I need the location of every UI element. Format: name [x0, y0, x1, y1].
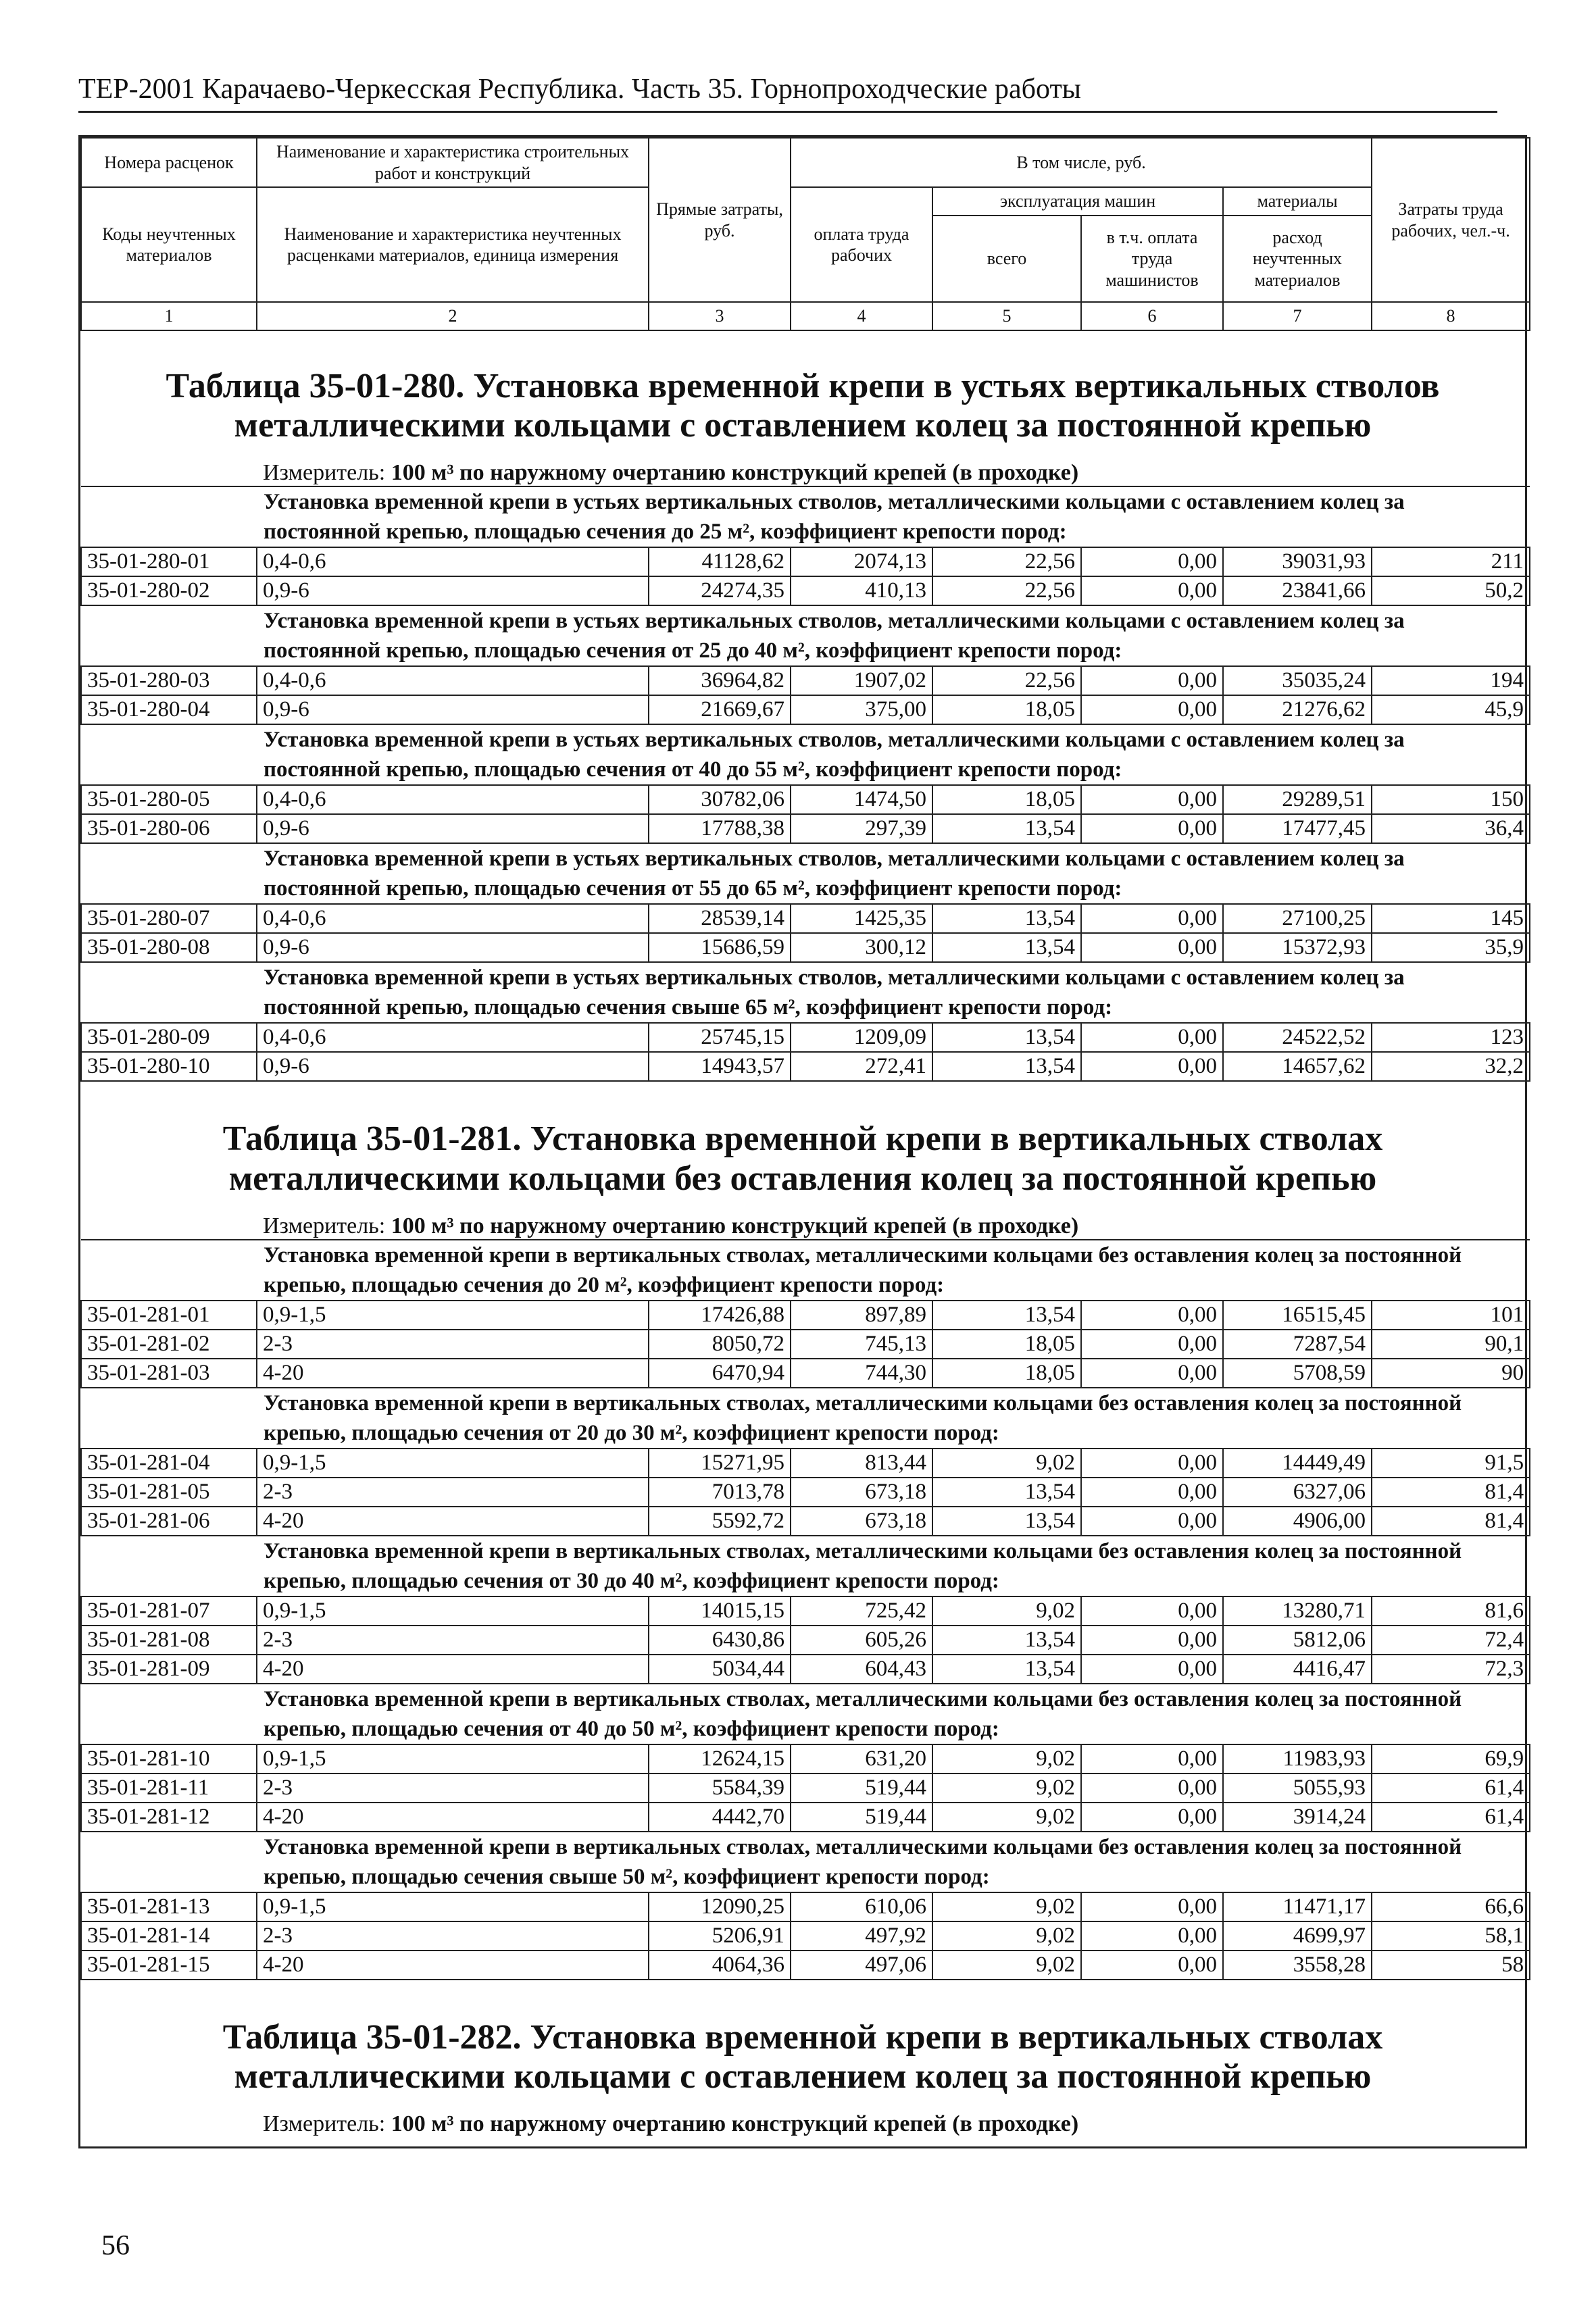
- cell-value: 14657,62: [1223, 1052, 1372, 1081]
- cell-value: 12090,25: [649, 1892, 791, 1921]
- table-row: [81, 576, 1530, 605]
- rate-code: 35-01-281-09: [81, 1655, 257, 1684]
- cell-value: 0,00: [1081, 1892, 1223, 1921]
- cell-value: 21276,62: [1223, 695, 1372, 724]
- cell-value: 18,05: [932, 1359, 1081, 1388]
- rate-code: 35-01-280-02: [81, 576, 257, 605]
- cell-value: 13,54: [932, 1626, 1081, 1655]
- cell-value: 6430,86: [649, 1626, 791, 1655]
- rock-hardness: 0,9-1,5: [257, 1744, 649, 1774]
- cell-value: 5034,44: [649, 1655, 791, 1684]
- cell-value: 9,02: [932, 1921, 1081, 1951]
- group-description: Установка временной крепи в устьях вертикальных стволов, металлическими кольцами с оставлением колец за постоянной крепью, площадью сечения от 25 до 40 м², коэффициент крепости пород:: [81, 605, 1530, 666]
- rock-hardness: 2-3: [257, 1774, 649, 1803]
- cell-value: 2074,13: [791, 547, 932, 576]
- rate-code: 35-01-280-06: [81, 814, 257, 843]
- table-section: [80, 2018, 1525, 2137]
- header-total: всего: [932, 216, 1081, 302]
- col-number: 5: [932, 302, 1081, 330]
- measure-label: Измеритель:: [263, 1213, 386, 1238]
- cell-value: 272,41: [791, 1052, 932, 1081]
- cell-value: 91,5: [1372, 1449, 1530, 1478]
- group-description: Установка временной крепи в вертикальных стволах, металлическими кольцами без оставления колец за постоянной крепью, площадью сечения до 20 м², коэффициент крепости пород:: [81, 1240, 1530, 1301]
- cell-value: 0,00: [1081, 1655, 1223, 1684]
- rate-code: 35-01-281-11: [81, 1774, 257, 1803]
- col-number: 4: [791, 302, 932, 330]
- cell-value: 6470,94: [649, 1359, 791, 1388]
- cell-value: 9,02: [932, 1951, 1081, 1980]
- cell-value: 5708,59: [1223, 1359, 1372, 1388]
- table-section: [80, 367, 1525, 1082]
- cell-value: 744,30: [791, 1359, 932, 1388]
- price-table-frame: [78, 135, 1527, 2148]
- cell-value: 497,92: [791, 1921, 932, 1951]
- cell-value: 17477,45: [1223, 814, 1372, 843]
- cell-value: 13,54: [932, 1052, 1081, 1081]
- group-description: Установка временной крепи в вертикальных стволах, металлическими кольцами без оставления колец за постоянной крепью, площадью сечения от 20 до 30 м², коэффициент крепости пород:: [81, 1388, 1530, 1449]
- cell-value: 6327,06: [1223, 1478, 1372, 1507]
- cell-value: 4699,97: [1223, 1921, 1372, 1951]
- col-number: 3: [649, 302, 791, 330]
- cell-value: 150: [1372, 785, 1530, 814]
- group-description: Установка временной крепи в устьях вертикальных стволов, металлическими кольцами с оставлением колец за постоянной крепью, площадью сечения от 40 до 55 м², коэффициент крепости пород:: [81, 724, 1530, 785]
- rate-code: 35-01-281-07: [81, 1596, 257, 1626]
- header-col2-top: Наименование и характеристика строительных работ и конструкций: [257, 138, 649, 187]
- cell-value: 605,26: [791, 1626, 932, 1655]
- cell-value: 13,54: [932, 814, 1081, 843]
- cell-value: 9,02: [932, 1596, 1081, 1626]
- cell-value: 50,2: [1372, 576, 1530, 605]
- rock-hardness: 0,4-0,6: [257, 547, 649, 576]
- group-row: [81, 962, 1530, 1023]
- cell-value: 90: [1372, 1359, 1530, 1388]
- rock-hardness: 0,4-0,6: [257, 904, 649, 933]
- table-row: [81, 1744, 1530, 1774]
- cell-value: 497,06: [791, 1951, 932, 1980]
- rock-hardness: 4-20: [257, 1359, 649, 1388]
- cell-value: 24522,52: [1223, 1023, 1372, 1052]
- cell-value: 58: [1372, 1951, 1530, 1980]
- cell-value: 15271,95: [649, 1449, 791, 1478]
- col-number: 2: [257, 302, 649, 330]
- table-row: [81, 1774, 1530, 1803]
- table-row: [81, 785, 1530, 814]
- cell-value: 8050,72: [649, 1330, 791, 1359]
- rock-hardness: 4-20: [257, 1507, 649, 1536]
- col-number: 7: [1223, 302, 1372, 330]
- cell-value: 90,1: [1372, 1330, 1530, 1359]
- cell-value: 35,9: [1372, 933, 1530, 962]
- table-row: [81, 1478, 1530, 1507]
- cell-value: 29289,51: [1223, 785, 1372, 814]
- cell-value: 5055,93: [1223, 1774, 1372, 1803]
- cell-value: 0,00: [1081, 1774, 1223, 1803]
- cell-value: 36964,82: [649, 666, 791, 695]
- group-description: Установка временной крепи в вертикальных стволах, металлическими кольцами без оставления колец за постоянной крепью, площадью сечения от 30 до 40 м², коэффициент крепости пород:: [81, 1536, 1530, 1596]
- rock-hardness: 2-3: [257, 1921, 649, 1951]
- table-measure: [80, 1213, 1525, 1239]
- group-row: [81, 486, 1530, 547]
- table-title: Таблица 35-01-281. Установка временной крепи в вертикальных стволах металлическими кольцами без оставления колец за постоянной крепью: [222, 1120, 1383, 1198]
- rate-code: 35-01-281-06: [81, 1507, 257, 1536]
- running-head: ТЕР-2001 Карачаево-Черкесская Республика. Часть 35. Горнопроходческие работы: [78, 73, 1497, 113]
- cell-value: 18,05: [932, 785, 1081, 814]
- cell-value: 17426,88: [649, 1301, 791, 1330]
- rock-hardness: 0,4-0,6: [257, 1023, 649, 1052]
- cell-value: 7013,78: [649, 1478, 791, 1507]
- cell-value: 4064,36: [649, 1951, 791, 1980]
- rock-hardness: 2-3: [257, 1330, 649, 1359]
- cell-value: 519,44: [791, 1803, 932, 1832]
- cell-value: 4416,47: [1223, 1655, 1372, 1684]
- cell-value: 30782,06: [649, 785, 791, 814]
- col-number: 8: [1372, 302, 1530, 330]
- table-row: [81, 666, 1530, 695]
- rock-hardness: 4-20: [257, 1655, 649, 1684]
- rate-code: 35-01-280-10: [81, 1052, 257, 1081]
- cell-value: 0,00: [1081, 933, 1223, 962]
- cell-value: 1474,50: [791, 785, 932, 814]
- table-title: Таблица 35-01-280. Установка временной крепи в устьях вертикальных стволов металлическими кольцами с оставлением колец за постоянной крепью: [166, 367, 1440, 445]
- cell-value: 13,54: [932, 1507, 1081, 1536]
- cell-value: 0,00: [1081, 1626, 1223, 1655]
- cell-value: 0,00: [1081, 1330, 1223, 1359]
- cell-value: 0,00: [1081, 576, 1223, 605]
- group-description: Установка временной крепи в устьях вертикальных стволов, металлическими кольцами с оставлением колец за постоянной крепью, площадью сечения свыше 65 м², коэффициент крепости пород:: [81, 962, 1530, 1023]
- table-row: [81, 1023, 1530, 1052]
- cell-value: 14015,15: [649, 1596, 791, 1626]
- table-row: [81, 1052, 1530, 1081]
- cell-value: 211: [1372, 547, 1530, 576]
- rate-code: 35-01-280-07: [81, 904, 257, 933]
- cell-value: 14449,49: [1223, 1449, 1372, 1478]
- cell-value: 13,54: [932, 904, 1081, 933]
- table-sections: [80, 340, 1525, 2137]
- cell-value: 7287,54: [1223, 1330, 1372, 1359]
- rate-code: 35-01-280-08: [81, 933, 257, 962]
- measure-label: Измеритель:: [263, 460, 386, 486]
- cell-value: 0,00: [1081, 547, 1223, 576]
- cell-value: 673,18: [791, 1478, 932, 1507]
- rock-hardness: 0,9-6: [257, 1052, 649, 1081]
- cell-value: 13,54: [932, 1023, 1081, 1052]
- cell-value: 18,05: [932, 695, 1081, 724]
- header-mat-unaccounted: расход неучтенных материалов: [1223, 216, 1372, 302]
- rate-code: 35-01-280-04: [81, 695, 257, 724]
- cell-value: 3558,28: [1223, 1951, 1372, 1980]
- table-row: [81, 1655, 1530, 1684]
- cell-value: 0,00: [1081, 1507, 1223, 1536]
- cell-value: 61,4: [1372, 1803, 1530, 1832]
- cell-value: 813,44: [791, 1449, 932, 1478]
- cell-value: 375,00: [791, 695, 932, 724]
- group-row: [81, 605, 1530, 666]
- cell-value: 0,00: [1081, 1052, 1223, 1081]
- cell-value: 297,39: [791, 814, 932, 843]
- cell-value: 81,6: [1372, 1596, 1530, 1626]
- cell-value: 101: [1372, 1301, 1530, 1330]
- header-direct-costs: Прямые затраты, руб.: [649, 138, 791, 302]
- cell-value: 1425,35: [791, 904, 932, 933]
- cell-value: 300,12: [791, 933, 932, 962]
- cell-value: 0,00: [1081, 1478, 1223, 1507]
- rock-hardness: 0,9-6: [257, 814, 649, 843]
- group-row: [81, 1240, 1530, 1301]
- cell-value: 11983,93: [1223, 1744, 1372, 1774]
- rate-code: 35-01-280-03: [81, 666, 257, 695]
- rock-hardness: 0,9-6: [257, 933, 649, 962]
- cell-value: 72,4: [1372, 1626, 1530, 1655]
- rates-table: [80, 486, 1530, 1082]
- cell-value: 631,20: [791, 1744, 932, 1774]
- rate-code: 35-01-281-02: [81, 1330, 257, 1359]
- cell-value: 145: [1372, 904, 1530, 933]
- cell-value: 13,54: [932, 1655, 1081, 1684]
- cell-value: 725,42: [791, 1596, 932, 1626]
- cell-value: 9,02: [932, 1892, 1081, 1921]
- rate-code: 35-01-281-12: [81, 1803, 257, 1832]
- cell-value: 610,06: [791, 1892, 932, 1921]
- rate-code: 35-01-281-13: [81, 1892, 257, 1921]
- group-row: [81, 1388, 1530, 1449]
- cell-value: 0,00: [1081, 695, 1223, 724]
- cell-value: 9,02: [932, 1449, 1081, 1478]
- group-description: Установка временной крепи в вертикальных стволах, металлическими кольцами без оставления колец за постоянной крепью, площадью сечения свыше 50 м², коэффициент крепости пород:: [81, 1832, 1530, 1892]
- header-col1-bottom: Коды неучтенных материалов: [81, 187, 257, 302]
- cell-value: 9,02: [932, 1744, 1081, 1774]
- group-description: Установка временной крепи в устьях вертикальных стволов, металлическими кольцами с оставлением колец за постоянной крепью, площадью сечения до 25 м², коэффициент крепости пород:: [81, 486, 1530, 547]
- table-row: [81, 1449, 1530, 1478]
- cell-value: 123: [1372, 1023, 1530, 1052]
- header-labor-cost: Затраты труда рабочих, чел.-ч.: [1372, 138, 1530, 302]
- cell-value: 45,9: [1372, 695, 1530, 724]
- cell-value: 13,54: [932, 933, 1081, 962]
- cell-value: 673,18: [791, 1507, 932, 1536]
- table-row: [81, 904, 1530, 933]
- table-row: [81, 1359, 1530, 1388]
- cell-value: 0,00: [1081, 1951, 1223, 1980]
- cell-value: 36,4: [1372, 814, 1530, 843]
- cell-value: 32,2: [1372, 1052, 1530, 1081]
- cell-value: 14943,57: [649, 1052, 791, 1081]
- table-title: Таблица 35-01-282. Установка временной крепи в вертикальных стволах металлическими кольцами с оставлением колец за постоянной крепью: [222, 2017, 1383, 2096]
- cell-value: 9,02: [932, 1803, 1081, 1832]
- cell-value: 0,00: [1081, 1596, 1223, 1626]
- cell-value: 41128,62: [649, 547, 791, 576]
- rate-code: 35-01-281-03: [81, 1359, 257, 1388]
- page-number: 56: [101, 2230, 130, 2261]
- group-row: [81, 843, 1530, 904]
- cell-value: 81,4: [1372, 1478, 1530, 1507]
- rock-hardness: 0,9-1,5: [257, 1449, 649, 1478]
- rate-code: 35-01-281-15: [81, 1951, 257, 1980]
- rock-hardness: 2-3: [257, 1478, 649, 1507]
- cell-value: 0,00: [1081, 904, 1223, 933]
- cell-value: 9,02: [932, 1774, 1081, 1803]
- cell-value: 13,54: [932, 1301, 1081, 1330]
- cell-value: 21669,67: [649, 695, 791, 724]
- rock-hardness: 0,9-6: [257, 695, 649, 724]
- cell-value: 1907,02: [791, 666, 932, 695]
- rates-table: [80, 1239, 1530, 1980]
- rock-hardness: 0,4-0,6: [257, 666, 649, 695]
- cell-value: 22,56: [932, 547, 1081, 576]
- cell-value: 18,05: [932, 1330, 1081, 1359]
- rock-hardness: 0,9-1,5: [257, 1301, 649, 1330]
- measure-text: 100 м³ по наружному очертанию конструкций крепей (в проходке): [391, 2111, 1079, 2137]
- cell-value: 604,43: [791, 1655, 932, 1684]
- cell-value: 72,3: [1372, 1655, 1530, 1684]
- cell-value: 58,1: [1372, 1921, 1530, 1951]
- group-description: Установка временной крепи в вертикальных стволах, металлическими кольцами без оставления колец за постоянной крепью, площадью сечения от 40 до 50 м², коэффициент крепости пород:: [81, 1684, 1530, 1744]
- col-number: 6: [1081, 302, 1223, 330]
- header-number-row: [81, 302, 1530, 330]
- table-row: [81, 1921, 1530, 1951]
- table-row: [81, 1803, 1530, 1832]
- cell-value: 13,54: [932, 1478, 1081, 1507]
- header-machines: эксплуатация машин: [932, 187, 1223, 216]
- cell-value: 0,00: [1081, 1301, 1223, 1330]
- table-row: [81, 1626, 1530, 1655]
- rock-hardness: 0,9-1,5: [257, 1892, 649, 1921]
- cell-value: 5592,72: [649, 1507, 791, 1536]
- cell-value: 5812,06: [1223, 1626, 1372, 1655]
- table-row: [81, 1596, 1530, 1626]
- cell-value: 1209,09: [791, 1023, 932, 1052]
- cell-value: 35035,24: [1223, 666, 1372, 695]
- cell-value: 69,9: [1372, 1744, 1530, 1774]
- cell-value: 4906,00: [1223, 1507, 1372, 1536]
- table-row: [81, 695, 1530, 724]
- cell-value: 0,00: [1081, 666, 1223, 695]
- rate-code: 35-01-281-01: [81, 1301, 257, 1330]
- cell-value: 22,56: [932, 576, 1081, 605]
- rock-hardness: 4-20: [257, 1951, 649, 1980]
- rock-hardness: 0,9-6: [257, 576, 649, 605]
- cell-value: 0,00: [1081, 1449, 1223, 1478]
- cell-value: 13280,71: [1223, 1596, 1372, 1626]
- cell-value: 4442,70: [649, 1803, 791, 1832]
- group-description: Установка временной крепи в устьях вертикальных стволов, металлическими кольцами с оставлением колец за постоянной крепью, площадью сечения от 55 до 65 м², коэффициент крепости пород:: [81, 843, 1530, 904]
- cell-value: 66,6: [1372, 1892, 1530, 1921]
- header-including: В том числе, руб.: [791, 138, 1372, 187]
- table-measure: [80, 460, 1525, 486]
- measure-text: 100 м³ по наружному очертанию конструкций крепей (в проходке): [391, 1213, 1079, 1238]
- cell-value: 81,4: [1372, 1507, 1530, 1536]
- table-section: [80, 1120, 1525, 1980]
- rate-code: 35-01-281-08: [81, 1626, 257, 1655]
- cell-value: 17788,38: [649, 814, 791, 843]
- cell-value: 27100,25: [1223, 904, 1372, 933]
- cell-value: 15686,59: [649, 933, 791, 962]
- group-row: [81, 1684, 1530, 1744]
- cell-value: 5206,91: [649, 1921, 791, 1951]
- rate-code: 35-01-280-01: [81, 547, 257, 576]
- header-col1-top: Номера расценок: [81, 138, 257, 187]
- cell-value: 5584,39: [649, 1774, 791, 1803]
- measure-text: 100 м³ по наружному очертанию конструкций крепей (в проходке): [391, 460, 1079, 486]
- group-row: [81, 724, 1530, 785]
- rock-hardness: 0,9-1,5: [257, 1596, 649, 1626]
- column-header: [80, 137, 1530, 331]
- rate-code: 35-01-280-05: [81, 785, 257, 814]
- header-labor-pay: оплата труда рабочих: [791, 187, 932, 302]
- table-row: [81, 1301, 1530, 1330]
- cell-value: 0,00: [1081, 814, 1223, 843]
- rate-code: 35-01-281-14: [81, 1921, 257, 1951]
- table-row: [81, 1330, 1530, 1359]
- cell-value: 410,13: [791, 576, 932, 605]
- cell-value: 25745,15: [649, 1023, 791, 1052]
- rock-hardness: 2-3: [257, 1626, 649, 1655]
- rate-code: 35-01-281-10: [81, 1744, 257, 1774]
- table-row: [81, 1892, 1530, 1921]
- cell-value: 22,56: [932, 666, 1081, 695]
- cell-value: 0,00: [1081, 1744, 1223, 1774]
- table-row: [81, 1507, 1530, 1536]
- rock-hardness: 4-20: [257, 1803, 649, 1832]
- header-incl-machinists: в т.ч. оплата труда машинистов: [1081, 216, 1223, 302]
- table-row: [81, 1951, 1530, 1980]
- table-row: [81, 547, 1530, 576]
- cell-value: 12624,15: [649, 1744, 791, 1774]
- cell-value: 519,44: [791, 1774, 932, 1803]
- cell-value: 897,89: [791, 1301, 932, 1330]
- header-materials: материалы: [1223, 187, 1372, 216]
- cell-value: 3914,24: [1223, 1803, 1372, 1832]
- cell-value: 11471,17: [1223, 1892, 1372, 1921]
- rate-code: 35-01-280-09: [81, 1023, 257, 1052]
- cell-value: 16515,45: [1223, 1301, 1372, 1330]
- table-row: [81, 814, 1530, 843]
- table-row: [81, 933, 1530, 962]
- cell-value: 0,00: [1081, 1023, 1223, 1052]
- cell-value: 39031,93: [1223, 547, 1372, 576]
- rock-hardness: 0,4-0,6: [257, 785, 649, 814]
- rate-code: 35-01-281-05: [81, 1478, 257, 1507]
- cell-value: 0,00: [1081, 785, 1223, 814]
- table-measure: [80, 2111, 1525, 2137]
- cell-value: 15372,93: [1223, 933, 1372, 962]
- col-number: 1: [81, 302, 257, 330]
- cell-value: 23841,66: [1223, 576, 1372, 605]
- group-row: [81, 1832, 1530, 1892]
- group-row: [81, 1536, 1530, 1596]
- rate-code: 35-01-281-04: [81, 1449, 257, 1478]
- cell-value: 0,00: [1081, 1359, 1223, 1388]
- cell-value: 28539,14: [649, 904, 791, 933]
- cell-value: 745,13: [791, 1330, 932, 1359]
- cell-value: 194: [1372, 666, 1530, 695]
- measure-label: Измеритель:: [263, 2111, 386, 2137]
- cell-value: 0,00: [1081, 1921, 1223, 1951]
- cell-value: 0,00: [1081, 1803, 1223, 1832]
- cell-value: 61,4: [1372, 1774, 1530, 1803]
- header-col2-bottom: Наименование и характеристика неучтенных расценками материалов, единица измерения: [257, 187, 649, 302]
- cell-value: 24274,35: [649, 576, 791, 605]
